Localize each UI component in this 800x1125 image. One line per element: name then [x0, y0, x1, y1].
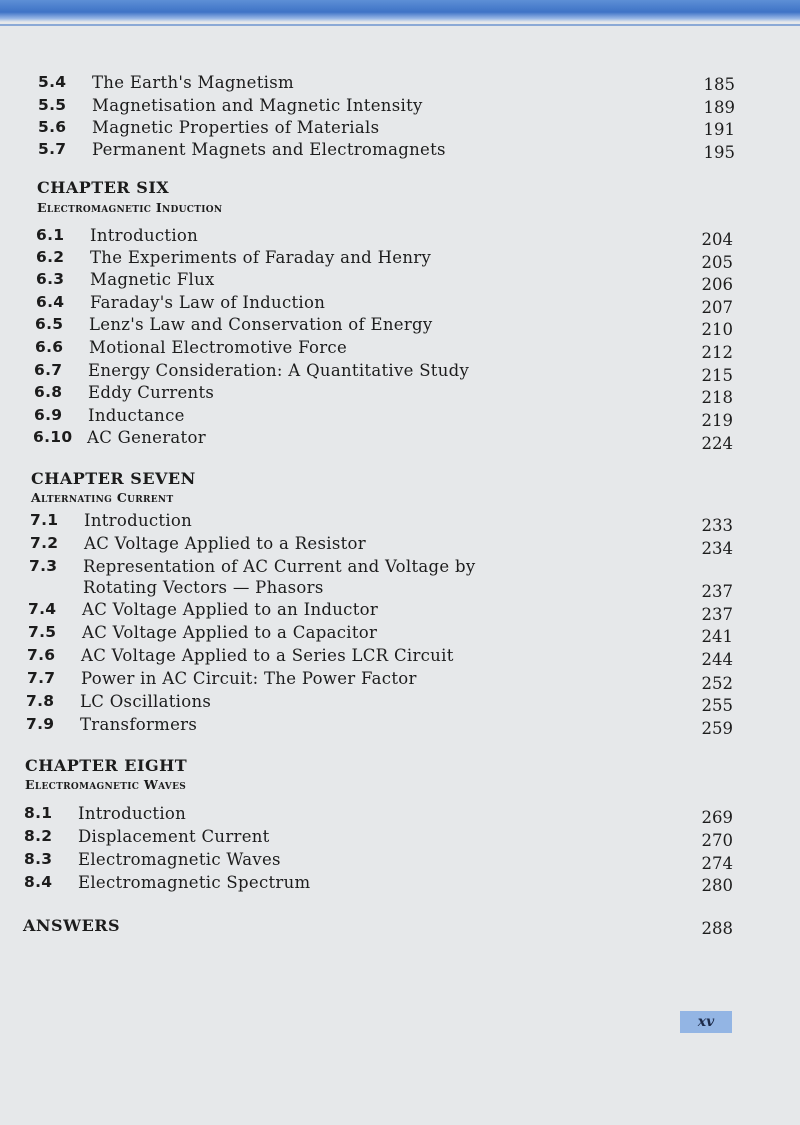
section-number: 7.2 [30, 534, 59, 552]
section-number: 8.4 [24, 873, 53, 891]
section-title: LC Oscillations [80, 692, 212, 711]
section-number: 7.7 [27, 669, 56, 687]
page-number: 252 [701, 674, 733, 693]
section-title-continued: Rotating Vectors — Phasors [83, 578, 324, 597]
page-folio: xv [680, 1011, 732, 1033]
section-title: AC Voltage Applied to an Inductor [82, 600, 379, 619]
section-title: Electromagnetic Spectrum [78, 873, 311, 892]
chapter-heading: CHAPTER SIX [37, 178, 170, 197]
page-number: 224 [701, 434, 733, 453]
page-number: 259 [701, 719, 733, 738]
page-number: 234 [701, 539, 733, 558]
page-number: 237 [701, 582, 733, 601]
section-title: Permanent Magnets and Electromagnets [92, 140, 446, 159]
section-title: Introduction [84, 511, 193, 530]
section-title: Magnetisation and Magnetic Intensity [92, 96, 423, 115]
page-number: 195 [703, 143, 735, 162]
section-title: Motional Electromotive Force [89, 338, 348, 357]
chapter-subtitle: Electromagnetic Waves [25, 777, 187, 792]
section-number: 6.10 [33, 428, 73, 446]
section-number: 7.8 [26, 692, 55, 710]
section-title: The Experiments of Faraday and Henry [90, 248, 432, 267]
section-number: 5.7 [38, 140, 67, 158]
section-number: 6.1 [36, 226, 65, 244]
section-title: AC Generator [87, 428, 206, 447]
chapter-heading: CHAPTER SEVEN [31, 469, 196, 488]
section-number: 6.6 [35, 338, 64, 356]
section-title: Power in AC Circuit: The Power Factor [81, 669, 417, 688]
section-number: 8.2 [24, 827, 53, 845]
page-number: 212 [701, 343, 733, 362]
page-number: 274 [701, 854, 733, 873]
section-title: Introduction [90, 226, 199, 245]
chapter-subtitle: Electromagnetic Induction [37, 200, 223, 215]
section-number: 7.3 [29, 557, 58, 575]
section-title: Introduction [78, 804, 187, 823]
page-number: 215 [701, 366, 733, 385]
section-number: 7.5 [28, 623, 57, 641]
section-number: 6.5 [35, 315, 64, 333]
section-number: 5.4 [38, 73, 67, 91]
section-title: Faraday's Law of Induction [90, 293, 326, 312]
section-number: 7.9 [26, 715, 55, 733]
page-number: 255 [701, 696, 733, 715]
section-title: AC Voltage Applied to a Resistor [84, 534, 366, 553]
section-number: 6.9 [34, 406, 63, 424]
section-title: Transformers [80, 715, 198, 734]
section-title: AC Voltage Applied to a Series LCR Circuit [81, 646, 454, 665]
page-number: 270 [701, 831, 733, 850]
section-title: Energy Consideration: A Quantitative Study [88, 361, 470, 380]
chapter-subtitle: Alternating Current [31, 490, 174, 505]
page-number: 185 [703, 75, 735, 94]
section-number: 5.5 [38, 96, 67, 114]
section-title: Eddy Currents [88, 383, 215, 402]
section-number: 7.4 [28, 600, 57, 618]
page-number: 237 [701, 605, 733, 624]
section-title: Displacement Current [78, 827, 270, 846]
section-number: 6.7 [34, 361, 63, 379]
section-title: Electromagnetic Waves [78, 850, 281, 869]
section-title: Lenz's Law and Conservation of Energy [89, 315, 433, 334]
section-number: 7.1 [30, 511, 59, 529]
section-title: Magnetic Properties of Materials [92, 118, 380, 137]
page-number: 204 [701, 230, 733, 249]
page-number: 205 [701, 253, 733, 272]
section-title: The Earth's Magnetism [92, 73, 294, 92]
section-number: 6.8 [34, 383, 63, 401]
page-number: 241 [701, 627, 733, 646]
chapter-heading: CHAPTER EIGHT [25, 756, 188, 775]
section-title: Inductance [88, 406, 185, 425]
page-number: 288 [701, 919, 733, 938]
page-number: 210 [701, 320, 733, 339]
section-number: 8.3 [24, 850, 53, 868]
section-number: 7.6 [27, 646, 56, 664]
page-number: 207 [701, 298, 733, 317]
answers-heading[interactable]: ANSWERS [23, 916, 121, 935]
section-number: 5.6 [38, 118, 67, 136]
section-number: 6.2 [36, 248, 65, 266]
section-title: AC Voltage Applied to a Capacitor [82, 623, 378, 642]
page-number: 189 [703, 98, 735, 117]
page-number: 233 [701, 516, 733, 535]
page-number: 219 [701, 411, 733, 430]
page-number: 280 [701, 876, 733, 895]
page-number: 269 [701, 808, 733, 827]
section-title: Representation of AC Current and Voltage by [83, 557, 476, 576]
section-number: 6.3 [36, 270, 65, 288]
section-number: 8.1 [24, 804, 53, 822]
page-number: 218 [701, 388, 733, 407]
page-number: 191 [703, 120, 735, 139]
page-number: 206 [701, 275, 733, 294]
page-number: 244 [701, 650, 733, 669]
section-title: Magnetic Flux [90, 270, 215, 289]
section-number: 6.4 [36, 293, 65, 311]
